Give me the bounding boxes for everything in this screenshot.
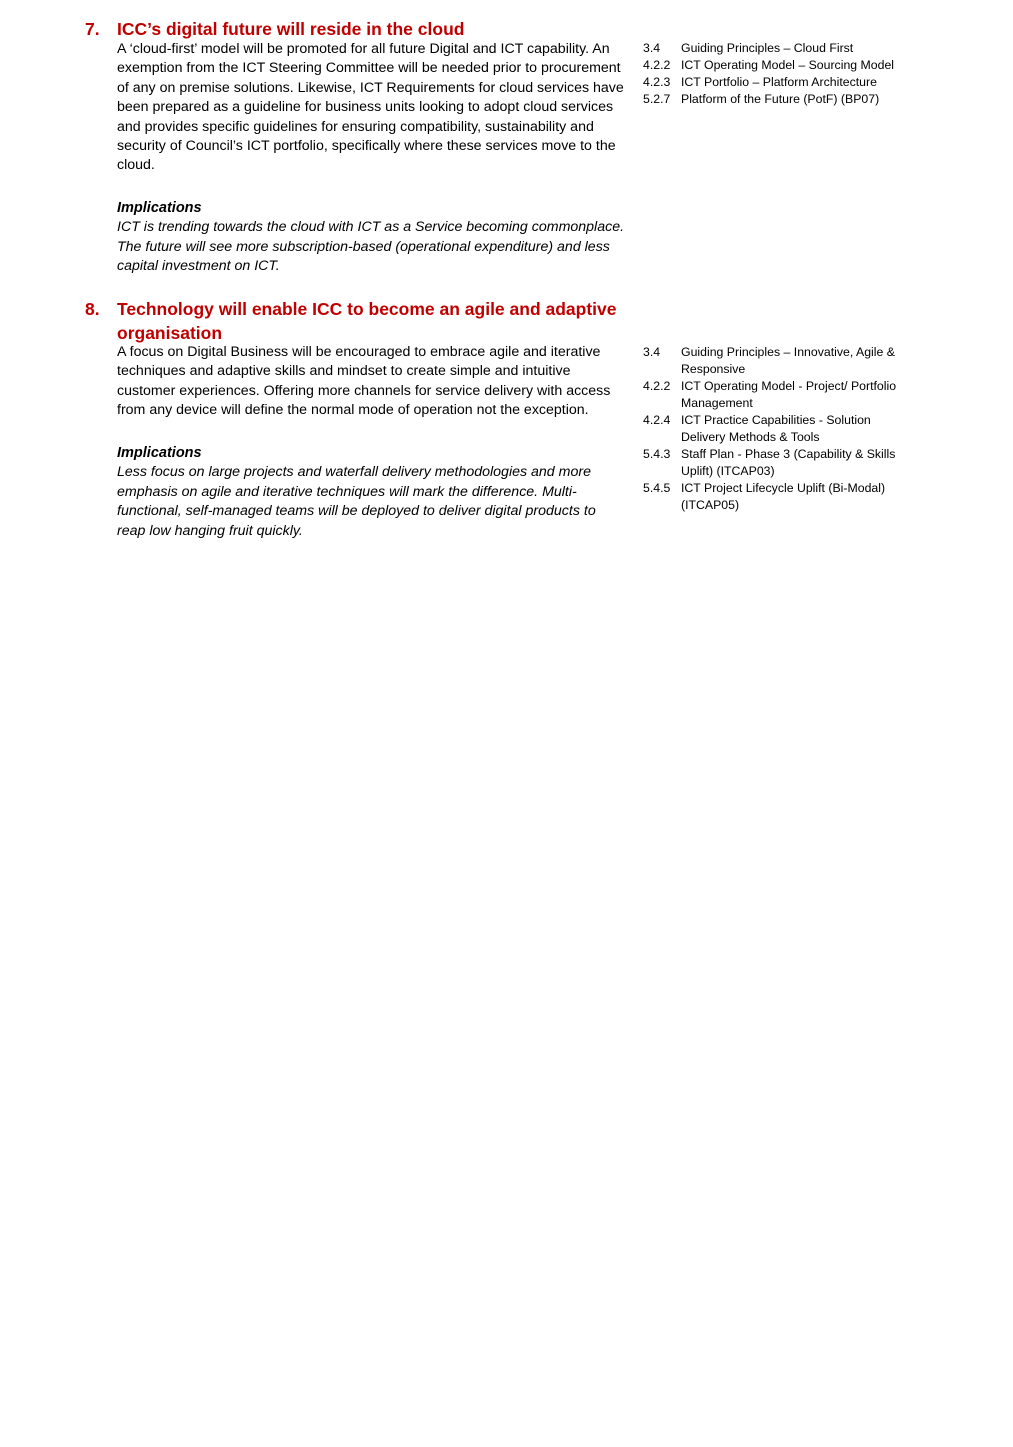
reference-number: 3.4 (643, 345, 661, 359)
principle-body: A ‘cloud-first’ model will be promoted for all future Digital and ICT capability. An exemption from the ICT Steering Committee will be needed prior to procurement of any on premise solutions. Likewise, ICT Requirements for cloud services have been prepared as a guideline for business units looking to adopt cloud services and provides specific guidelines for ensuring compatibility, sustainability and security of Council’s ICT portfolio, specifically where these services move to the cloud. (117, 41, 624, 174)
reference-number: 5.4.5 (643, 481, 671, 495)
reference-item (643, 344, 908, 378)
reference-number: 3.4 (643, 41, 661, 55)
reference-item (643, 40, 908, 57)
implications-heading: Implications (117, 200, 202, 216)
implications-text: Less focus on large projects and waterfall delivery methodologies and more emphasis on agile and iterative techniques will mark the difference. Multi-functional, self-managed teams will be deployed to deliver digital products to reap low hanging fruit quickly. (117, 464, 596, 539)
reference-item (643, 412, 908, 446)
reference-number: 4.2.3 (643, 75, 671, 89)
reference-title: ICT Portfolio – Platform Architecture (681, 75, 877, 89)
reference-number: 5.2.7 (643, 92, 671, 106)
reference-number: 5.4.3 (643, 447, 671, 461)
reference-title: Guiding Principles – Cloud First (681, 41, 854, 55)
reference-title: Guiding Principles – Innovative, Agile & Responsive (681, 345, 895, 376)
reference-title: ICT Practice Capabilities - Solution Delivery Methods & Tools (681, 413, 871, 444)
reference-list (643, 344, 908, 514)
principle-title: Technology will enable ICC to become an agile and adaptive organisation (117, 299, 617, 343)
reference-number: 4.2.2 (643, 379, 671, 393)
implications-text: ICT is trending towards the cloud with ICT as a Service becoming commonplace. The future will see more subscription-based (operational expenditure) and less capital investment on ICT. (117, 219, 625, 275)
reference-title: Platform of the Future (PotF) (BP07) (681, 92, 880, 106)
reference-item (643, 57, 908, 74)
implications-heading: Implications (117, 445, 202, 461)
principle-number: 8. (85, 299, 100, 319)
reference-item (643, 480, 908, 514)
principle-title: ICC’s digital future will reside in the cloud (117, 19, 465, 39)
reference-list (643, 40, 908, 108)
reference-title: ICT Operating Model – Sourcing Model (681, 58, 895, 72)
principle-body: A focus on Digital Business will be encouraged to embrace agile and iterative techniques and adaptive skills and mindset to create simple and intuitive customer experiences. Offering more channels for service delivery with access from any device will define the normal mode of operation not the exception. (117, 344, 611, 419)
reference-item (643, 446, 908, 480)
principle-number: 7. (85, 19, 100, 39)
reference-item (643, 378, 908, 412)
reference-item (643, 74, 908, 91)
reference-number: 4.2.4 (643, 413, 671, 427)
reference-title: Staff Plan - Phase 3 (Capability & Skills Uplift) (ITCAP03) (681, 447, 896, 478)
reference-item (643, 91, 908, 108)
reference-title: ICT Operating Model - Project/ Portfolio Management (681, 379, 897, 410)
reference-number: 4.2.2 (643, 58, 671, 72)
reference-title: ICT Project Lifecycle Uplift (Bi-Modal) (ITCAP05) (681, 481, 886, 512)
